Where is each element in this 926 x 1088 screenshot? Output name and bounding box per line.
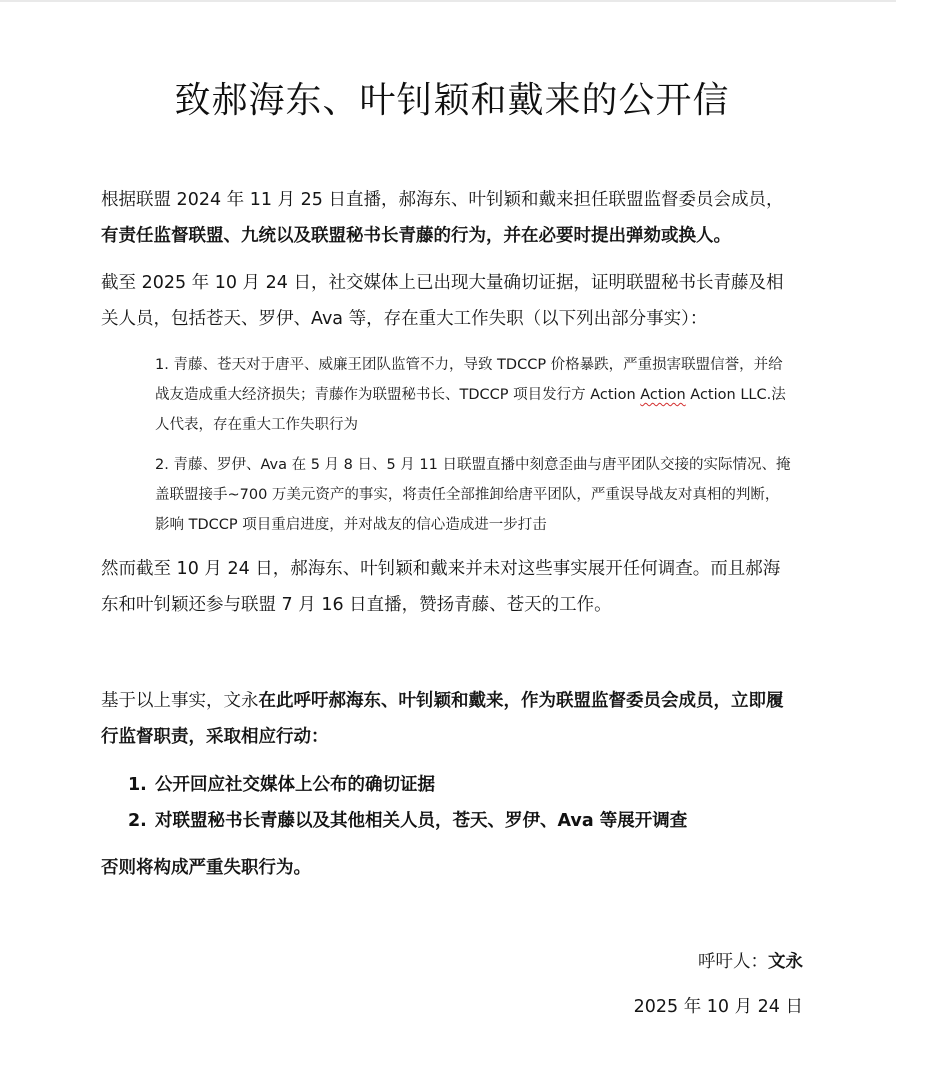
page-right-margin bbox=[896, 0, 926, 1088]
action-item-1 bbox=[128, 772, 435, 798]
action-item-2-text: 对联盟秘书长青藤以及其他相关人员，苍天、罗伊、Ava 等展开调查 bbox=[155, 811, 688, 831]
fact-1-line-1: 1. 青藤、苍天对于唐平、威廉王团队监管不力，导致 TDCCP 价格暴跌，严重损害联盟信誉，并给 bbox=[155, 357, 783, 373]
signature-name: 文永 bbox=[768, 952, 803, 972]
closing-statement: 否则将构成严重失职行为。 bbox=[101, 858, 311, 878]
page-top-edge bbox=[0, 0, 896, 2]
spellcheck-underlined-word: Action bbox=[640, 387, 686, 403]
fact-1-line-2-end: Action LLC.法 bbox=[685, 387, 786, 403]
action-item-2-number: 2. bbox=[128, 811, 147, 831]
fact-2-line-2: 盖联盟接手~700 万美元资产的事实，将责任全部推卸给唐平团队，严重误导战友对真相的判断， bbox=[155, 487, 780, 503]
fact-item-2 bbox=[155, 450, 805, 540]
paragraph-4-line-2: 行监督职责，采取相应行动： bbox=[101, 727, 329, 747]
action-item-2 bbox=[128, 808, 687, 834]
paragraph-4-line-1 bbox=[101, 683, 813, 719]
paragraph-1-line-2: 有责任监督联盟、九统以及联盟秘书长青藤的行为，并在必要时提出弹劾或换人。 bbox=[101, 226, 731, 246]
action-item-1-text: 公开回应社交媒体上公布的确切证据 bbox=[155, 775, 435, 795]
paragraph-3-line-1: 然而截至 10 月 24 日，郝海东、叶钊颖和戴来并未对这些事实展开任何调查。而且郝海 bbox=[101, 559, 781, 579]
paragraph-1 bbox=[101, 182, 813, 254]
paragraph-2-line-1: 截至 2025 年 10 月 24 日，社交媒体上已出现大量确切证据，证明联盟秘书长青藤及相 bbox=[101, 273, 784, 293]
fact-item-1 bbox=[155, 350, 805, 440]
paragraph-4-line-1-bold: 在此呼吁郝海东、叶钊颖和戴来，作为联盟监督委员会成员，立即履 bbox=[258, 691, 784, 711]
action-item-1-number: 1. bbox=[128, 775, 147, 795]
paragraph-2-line-2: 关人员，包括苍天、罗伊、Ava 等，存在重大工作失职（以下列出部分事实）： bbox=[101, 309, 708, 329]
fact-1-line-2-start: 战友造成重大经济损失；青藤作为联盟秘书长、TDCCP 项目发行方 Action bbox=[155, 387, 641, 403]
paragraph-4 bbox=[101, 683, 813, 755]
fact-2-line-3: 影响 TDCCP 项目重启进度，并对战友的信心造成进一步打击 bbox=[155, 517, 547, 533]
signature-label: 呼吁人： bbox=[698, 952, 768, 972]
paragraph-2 bbox=[101, 265, 813, 337]
page-title: 致郝海东、叶钊颖和戴来的公开信 bbox=[174, 80, 730, 121]
signature-date: 2025 年 10 月 24 日 bbox=[633, 997, 803, 1017]
fact-2-line-1: 2. 青藤、罗伊、Ava 在 5 月 8 日、5 月 11 日联盟直播中刻意歪曲与唐平团队交接的实际情况、掩 bbox=[155, 457, 791, 473]
paragraph-4-line-1-normal: 基于以上事实，文永 bbox=[101, 691, 259, 711]
paragraph-3 bbox=[101, 551, 813, 623]
fact-1-line-2 bbox=[155, 380, 805, 410]
paragraph-3-line-2: 东和叶钊颖还参与联盟 7 月 16 日直播，赞扬青藤、苍天的工作。 bbox=[101, 595, 612, 615]
fact-1-line-3: 人代表，存在重大工作失职行为 bbox=[155, 417, 358, 433]
signature-line bbox=[698, 949, 803, 975]
paragraph-1-line-1: 根据联盟 2024 年 11 月 25 日直播，郝海东、叶钊颖和戴来担任联盟监督委员会成员， bbox=[101, 190, 784, 210]
